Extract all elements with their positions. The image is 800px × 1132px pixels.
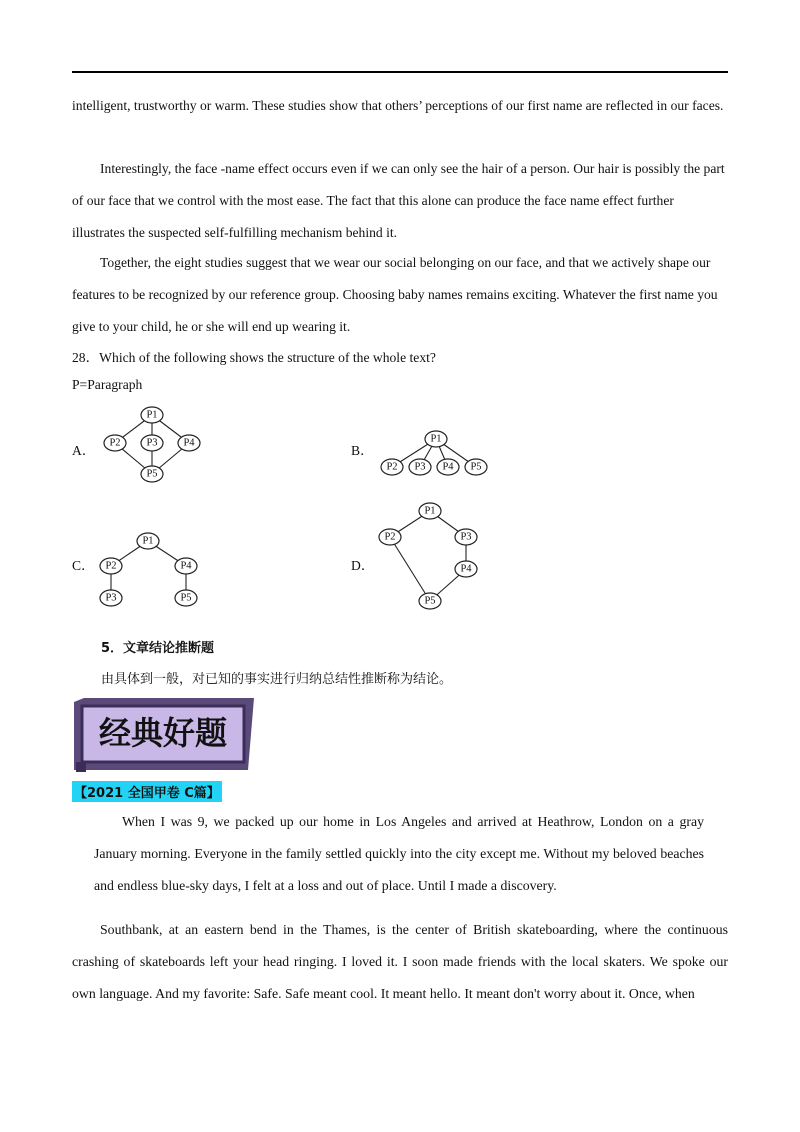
option-b-diagram (378, 428, 492, 478)
option-d-label[interactable]: D． (351, 558, 375, 573)
option-c-node-1: P1 (142, 535, 154, 547)
option-a-node-1: P1 (146, 409, 158, 421)
option-a-node-4: P4 (183, 437, 195, 449)
classic-questions-banner (72, 696, 258, 774)
option-c-diagram (96, 528, 208, 610)
option-c-node-4: P3 (105, 592, 117, 604)
option-c-node-3: P4 (180, 560, 192, 572)
option-a-label[interactable]: A． (72, 443, 96, 458)
option-c-node-5: P5 (180, 592, 192, 604)
option-b-node-2: P2 (386, 461, 398, 473)
banner-text: 经典好题 (98, 714, 228, 752)
option-d-node-3: P3 (460, 531, 472, 543)
option-b-label[interactable]: B． (351, 443, 374, 458)
passage-paragraph-3: Together, the eight studies suggest that we wear our social belonging on our face, and that we actively shape our features to be recognized by our reference group. Choosing baby names remains exciting. Whatever the first name you give to your child, he or she will end up wearing it. (72, 255, 718, 334)
option-d-node-5: P5 (424, 595, 436, 607)
option-a-node-3: P3 (146, 437, 158, 449)
passage-paragraph-1: intelligent, trustworthy or warm. These studies show that others’ perceptions of our first name are reflected in our faces. (72, 98, 724, 113)
option-b-node-4: P4 (442, 461, 454, 473)
section-heading: 5．文章结论推断题 (101, 641, 215, 656)
source-tag: 【2021 全国甲卷 C篇】 (72, 781, 222, 802)
option-a-node-2: P2 (109, 437, 121, 449)
option-a-node-5: P5 (146, 468, 158, 480)
passage2-paragraph-1: When I was 9, we packed up our home in Los Angeles and arrived at Heathrow, London on a gray January morning. Everyone in the family settled quickly into the city except me. Without my beloved beaches and endless blue-sky days, I felt at a loss and out of place. Until I made a discovery. (94, 814, 704, 893)
option-c-label[interactable]: C． (72, 558, 95, 573)
option-d-node-1: P1 (424, 505, 436, 517)
paragraph-legend: P=Paragraph (72, 377, 143, 392)
option-c-node-2: P2 (105, 560, 117, 572)
option-d-node-2: P2 (384, 531, 396, 543)
option-b-node-5: P5 (470, 461, 482, 473)
option-b-node-1: P1 (430, 433, 442, 445)
header-rule (72, 71, 728, 73)
passage-paragraph-2: Interestingly, the face -name effect occurs even if we can only see the hair of a person. Our hair is possibly the part of our face that we control with the most ease. The fact that this alone can produce the face name effect further illustrates the suspected self-fulfilling mechanism behind it. (72, 161, 725, 240)
option-b-node-3: P3 (414, 461, 426, 473)
passage2-paragraph-2: Southbank, at an eastern bend in the Thames, is the center of British skateboarding, where the continuous crashing of skateboards left your head ringing. I loved it. I soon made friends with the local skaters. We spoke our own language. And my favorite: Safe. Safe meant cool. It meant hello. It meant don't worry about it. Once, when (72, 922, 728, 1001)
question-stem: 28．Which of the following shows the structure of the whole text? (72, 350, 436, 365)
option-d-node-4: P4 (460, 563, 472, 575)
option-d-diagram (376, 500, 486, 614)
section-description: 由具体到一般，对已知的事实进行归纳总结性推断称为结论。 (101, 672, 453, 687)
option-a-diagram (96, 402, 208, 486)
